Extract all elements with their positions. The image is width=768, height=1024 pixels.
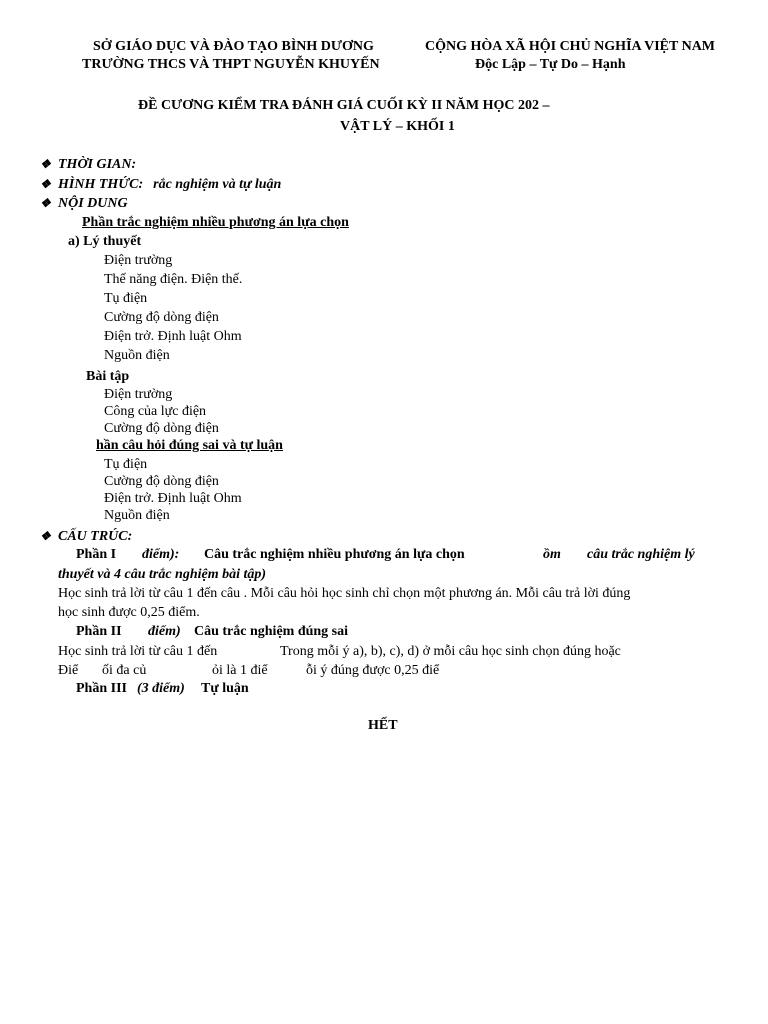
diamond-bullet-icon: ❖ bbox=[40, 177, 51, 191]
document-title: ĐỀ CƯƠNG KIỂM TRA ĐÁNH GIÁ CUỐI KỲ II NĂM HỌC 202 – bbox=[138, 98, 550, 113]
end-marker: HẾT bbox=[368, 718, 398, 733]
document-subtitle: VẬT LÝ – KHỐI 1 bbox=[340, 119, 455, 134]
part1-breakdown: thuyết và 4 câu trắc nghiệm bài tập) bbox=[58, 567, 267, 582]
part1-description-cont: học sinh được 0,25 điểm. bbox=[58, 605, 200, 620]
section-content-label: NỘI DUNG bbox=[58, 196, 128, 211]
part2-score-b: ối đa củ bbox=[102, 663, 147, 678]
list-item: Thế năng điện. Điện thế. bbox=[104, 272, 243, 287]
part1-title: Câu trắc nghiệm nhiều phương án lựa chọn bbox=[204, 547, 465, 562]
diamond-bullet-icon: ❖ bbox=[40, 157, 51, 171]
part2-description-a: Học sinh trả lời từ câu 1 đến bbox=[58, 644, 218, 659]
section-time-label: THỜI GIAN: bbox=[58, 157, 137, 172]
country-name: CỘNG HÒA XÃ HỘI CHỦ NGHĨA VIỆT NAM bbox=[425, 39, 716, 54]
list-item: Nguồn điện bbox=[104, 348, 170, 363]
list-item: Công của lực điện bbox=[104, 404, 207, 419]
part2-description-b: Trong mỗi ý a), b), c), d) ở mỗi câu học sinh chọn đúng hoặc bbox=[280, 644, 621, 659]
part-tf-heading: hần câu hỏi đúng sai và tự luận bbox=[96, 438, 283, 453]
national-motto: Độc Lập – Tự Do – Hạnh bbox=[475, 57, 626, 72]
section-content bbox=[40, 194, 128, 213]
part1-points: điểm): bbox=[142, 547, 180, 562]
part1-gom: ồm bbox=[543, 547, 561, 562]
list-item: Cường độ dòng điện bbox=[104, 310, 219, 325]
school-name: TRƯỜNG THCS VÀ THPT NGUYỄN KHUYẾN bbox=[82, 57, 380, 72]
diamond-bullet-icon: ❖ bbox=[40, 529, 51, 543]
part1-theory: câu trắc nghiệm lý bbox=[587, 547, 695, 562]
theory-list bbox=[104, 252, 242, 366]
list-item: Tụ điện bbox=[104, 291, 148, 306]
list-item: Tụ điện bbox=[104, 457, 148, 472]
section-structure-label: CẤU TRÚC: bbox=[58, 529, 133, 544]
exercise-heading: Bài tập bbox=[86, 369, 130, 384]
part1-label: Phần I bbox=[76, 547, 117, 562]
part2-title: Câu trắc nghiệm đúng sai bbox=[194, 624, 349, 639]
diamond-bullet-icon: ❖ bbox=[40, 196, 51, 210]
section-time bbox=[40, 155, 136, 174]
part2-score-a: Điể bbox=[58, 663, 79, 678]
list-item: Điện trở. Định luật Ohm bbox=[104, 491, 242, 506]
tf-list bbox=[104, 456, 242, 526]
list-item: Cường độ dòng điện bbox=[104, 421, 219, 436]
section-structure bbox=[40, 527, 132, 546]
part3-points: (3 điểm) bbox=[137, 681, 185, 696]
list-item: Điện trường bbox=[104, 387, 173, 402]
department-name: SỞ GIÁO DỤC VÀ ĐÀO TẠO BÌNH DƯƠNG bbox=[93, 39, 374, 54]
part3-label: Phần III bbox=[76, 681, 127, 696]
part2-score-c: ỏi là 1 điể bbox=[212, 663, 268, 678]
part3-title: Tự luận bbox=[201, 681, 249, 696]
list-item: Nguồn điện bbox=[104, 508, 170, 523]
list-item: Cường độ dòng điện bbox=[104, 474, 219, 489]
theory-heading: a) Lý thuyết bbox=[68, 234, 142, 249]
part-mc-heading: Phần trắc nghiệm nhiều phương án lựa chọn bbox=[82, 215, 349, 230]
section-format-label: HÌNH THỨC: bbox=[58, 177, 144, 192]
part1-description: Học sinh trả lời từ câu 1 đến câu . Mỗi câu hỏi học sinh chỉ chọn một phương án. Mỗi câu trả lời đúng bbox=[58, 586, 631, 601]
section-format-value: rắc nghiệm và tự luận bbox=[153, 177, 282, 192]
list-item: Điện trường bbox=[104, 253, 173, 268]
part2-label: Phần II bbox=[76, 624, 122, 639]
list-item: Điện trở. Định luật Ohm bbox=[104, 329, 242, 344]
exercise-list bbox=[104, 386, 219, 437]
part2-score-d: ỗi ý đúng được 0,25 điể bbox=[306, 663, 440, 678]
section-format bbox=[40, 175, 281, 194]
part2-points: điểm) bbox=[148, 624, 181, 639]
